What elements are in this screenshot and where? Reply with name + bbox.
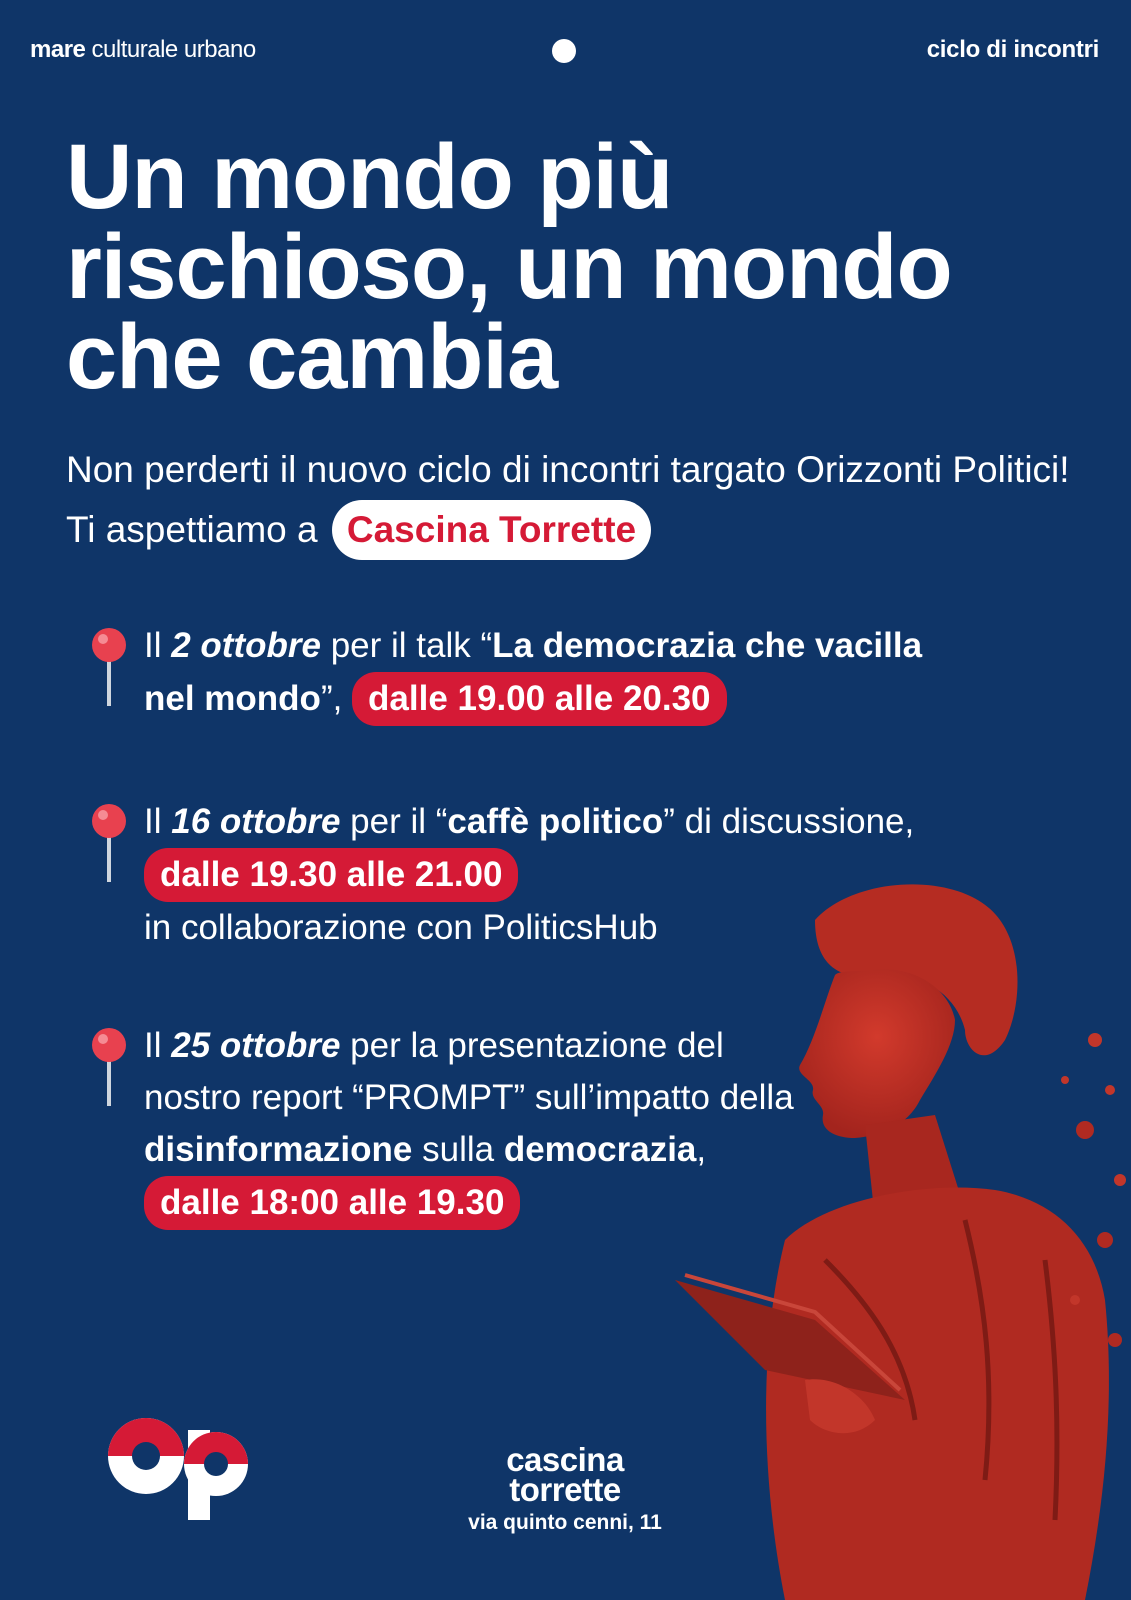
venue-line-2: torrette <box>509 1471 621 1508</box>
op-logo <box>108 1408 248 1520</box>
title-line-3: che cambia <box>66 306 558 408</box>
venue-address: via quinto cenni, 11 <box>468 1511 662 1534</box>
event-suffix: ” di discussione, <box>663 802 915 841</box>
event-topic2: democrazia <box>503 1130 697 1169</box>
map-pin-icon <box>90 628 128 708</box>
event-time-pill: dalle 18:00 alle 19.30 <box>144 1176 520 1230</box>
map-pin-icon <box>90 804 128 884</box>
event-mid: per la presentazione del nostro report “PROMPT” sull’impatto della <box>144 1026 794 1117</box>
brand-logo <box>30 36 256 64</box>
event-time-pill: dalle 19.00 alle 20.30 <box>352 672 726 726</box>
statue-illustration <box>665 880 1131 1600</box>
event-prefix: Il <box>144 626 172 665</box>
title-line-1: Un mondo più <box>66 126 673 228</box>
venue-logo <box>440 1441 690 1535</box>
intro-paragraph <box>66 440 1106 560</box>
series-label: ciclo di incontri <box>926 36 1099 63</box>
event-time-pill: dalle 19.30 alle 21.00 <box>144 848 518 902</box>
event-topic: La democrazia che vacilla nel mondo <box>144 626 923 718</box>
intro-text: Non perderti il nuovo ciclo di incontri targato Orizzonti Politici! Ti aspettiamo a <box>66 449 1070 550</box>
brand-rest: culturale urbano <box>91 36 256 63</box>
event-suffix: ”, <box>320 679 353 718</box>
event-prefix: Il <box>144 1026 172 1065</box>
event-prefix: Il <box>144 802 172 841</box>
event-topic: disinformazione <box>144 1130 413 1169</box>
event-mid: per il “ <box>340 802 448 841</box>
event-mid: per il talk “ <box>320 626 493 665</box>
title-line-2: rischioso, un mondo <box>66 216 952 318</box>
event-date: 2 ottobre <box>171 626 321 665</box>
event-date: 25 ottobre <box>171 1026 341 1065</box>
header-dot <box>552 39 576 63</box>
event-date: 16 ottobre <box>171 802 341 841</box>
venue-pill: Cascina Torrette <box>332 500 651 560</box>
event-topic: caffè politico <box>447 802 664 841</box>
venue-line-1: cascina <box>506 1441 624 1478</box>
map-pin-icon <box>90 1028 128 1108</box>
venue-name <box>440 1441 690 1508</box>
event-after: in collaborazione con PoliticsHub <box>144 908 658 947</box>
event-suffix: , <box>696 1130 707 1169</box>
brand-bold: mare <box>30 36 86 63</box>
page-title <box>66 126 1106 408</box>
event-mid2: sulla <box>412 1130 504 1169</box>
